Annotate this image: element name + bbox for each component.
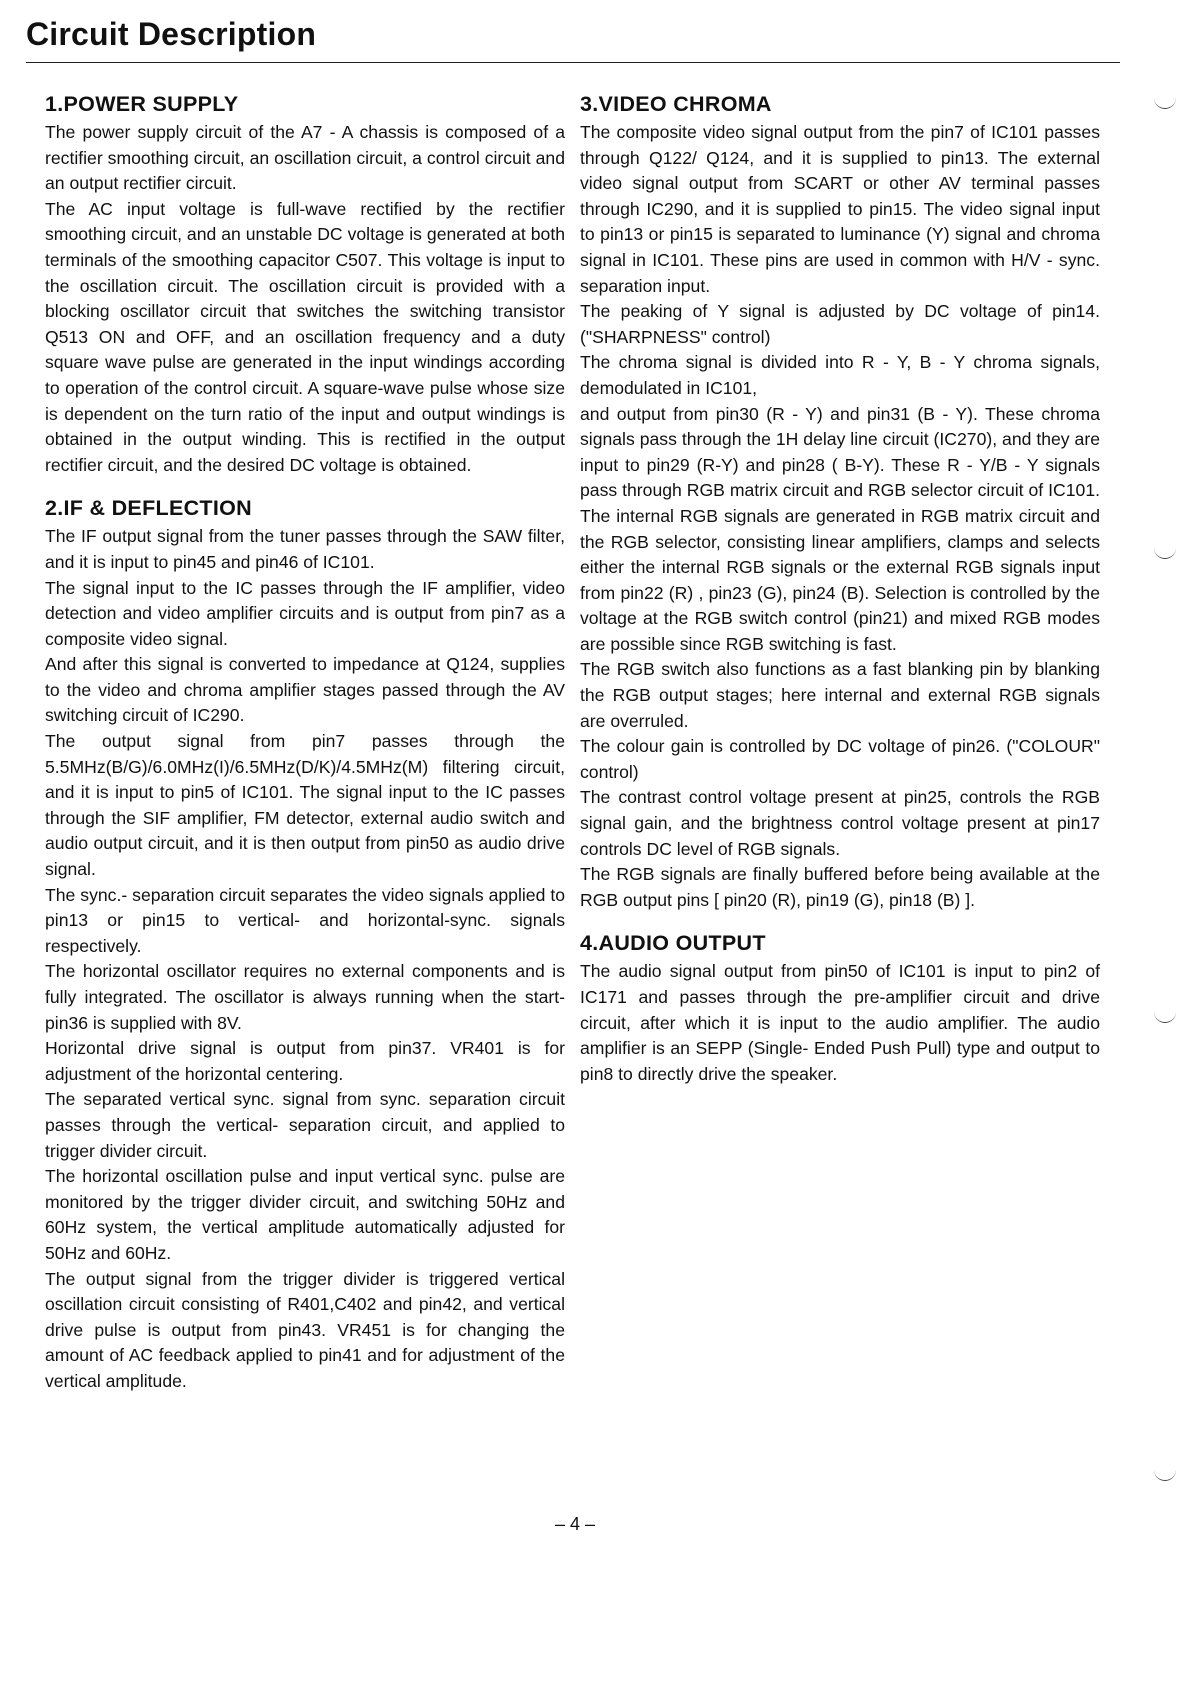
section-audio-output	[580, 929, 1100, 1087]
paragraph: The IF output signal from the tuner passes through the SAW filter, and it is input to pin45 and pin46 of IC101.	[45, 526, 565, 572]
section-heading: 2.IF & DEFLECTION	[45, 496, 252, 521]
section-heading: 4.AUDIO OUTPUT	[580, 931, 766, 956]
paragraph: The contrast control voltage present at pin25, controls the RGB signal gain, and the brightness control voltage present at pin17 controls DC level of RGB signals.	[580, 787, 1100, 859]
paragraph: The colour gain is controlled by DC voltage of pin26. ("COLOUR" control)	[580, 736, 1100, 782]
page-header	[26, 14, 1120, 63]
paragraph: The signal input to the IC passes through the IF amplifier, video detection and video amplifier circuits and is output from pin7 as a composite video signal.	[45, 577, 565, 649]
paragraph: and output from pin30 (R - Y) and pin31 (B - Y). These chroma signals pass through the 1H delay line circuit (IC270), and they are input to pin29 (R-Y) and pin28 ( B-Y). These R - Y/B - Y signals pass through RGB matrix circuit and RGB selector circuit of IC101. The internal RGB signals are generated in RGB matrix circuit and the RGB selector, consisting linear amplifiers, clamps and selects either the internal RGB signals or the external RGB signals input from pin22 (R) , pin23 (G), pin24 (B). Selection is controlled by the voltage at the RGB switch control (pin21) and mixed RGB modes are possible since RGB switching is fast.	[580, 403, 1100, 654]
paragraph: The output signal from the trigger divider is triggered vertical oscillation circuit consisting of R401,C402 and pin42, and vertical drive pulse is output from pin43. VR451 is for changing the amount of AC feedback applied to pin41 and for adjustment of the vertical amplitude.	[45, 1268, 565, 1391]
paragraph: The horizontal oscillator requires no external components and is fully integrated. The oscillator is always running when the start- pin36 is supplied with 8V.	[45, 961, 565, 1033]
paragraph: The AC input voltage is full-wave rectified by the rectifier smoothing circuit, and an unstable DC voltage is generated at both terminals of the smoothing capacitor C507. This voltage is input to the oscillation circuit. The oscillation circuit is provided with a blocking oscillator circuit that switches the switching transistor Q513 ON and OFF, and an oscillation frequency and a duty square wave pulse are generated in the input windings according to operation of the control circuit. A square-wave pulse whose size is dependent on the turn ratio of the input and output windings is obtained in the output winding. This is rectified in the output rectifier circuit, and the desired DC voltage is obtained.	[45, 198, 565, 475]
paragraph: The composite video signal output from the pin7 of IC101 passes through Q122/ Q124, and it is supplied to pin13. The external video signal output from SCART or other AV terminal passes through IC290, and it is supplied to pin15. The video signal input to pin13 or pin15 is separated to luminance (Y) signal and chroma signal in IC101. These pins are used in common with H/V - sync. separation input.	[580, 122, 1100, 296]
page-number: – 4 –	[554, 1514, 596, 1534]
paragraph: The power supply circuit of the A7 - A chassis is composed of a rectifier smoothing circuit, an oscillation circuit, a control circuit and an output rectifier circuit.	[45, 122, 565, 194]
paragraph: The separated vertical sync. signal from sync. separation circuit passes through the vertical- separation circuit, and applied to trigger divider circuit.	[45, 1089, 565, 1161]
section-if-deflection	[45, 494, 565, 1394]
paragraph: The horizontal oscillation pulse and input vertical sync. pulse are monitored by the trigger divider circuit, and switching 50Hz and 60Hz system, the vertical amplitude automatically adjusted for 50Hz and 60Hz.	[45, 1166, 565, 1263]
paragraph: The output signal from pin7 passes through the 5.5MHz(B/G)/6.0MHz(I)/6.5MHz(D/K)/4.5MHz(M) filtering circuit, and it is input to pin5 of IC101. The signal input to the IC passes through the SIF amplifier, FM detector, external audio switch and audio output circuit, and it is then output from pin50 as audio drive signal.	[45, 731, 565, 880]
section-power-supply	[45, 90, 565, 478]
paragraph: The sync.- separation circuit separates the video signals applied to pin13 or pin15 to vertical- and horizontal-sync. signals respectively.	[45, 884, 565, 956]
section-video-chroma	[580, 90, 1100, 913]
scan-artifact-mark	[1154, 1012, 1176, 1023]
paragraph: And after this signal is converted to impedance at Q124, supplies to the video and chroma amplifier stages passed through the AV switching circuit of IC290.	[45, 654, 565, 726]
page-title: Circuit Description	[26, 16, 317, 52]
scan-artifact-mark	[1154, 1470, 1176, 1481]
paragraph: Horizontal drive signal is output from pin37. VR401 is for adjustment of the horizontal centering.	[45, 1038, 565, 1084]
paragraph: The chroma signal is divided into R - Y, B - Y chroma signals, demodulated in IC101,	[580, 352, 1100, 398]
right-column	[580, 84, 1100, 1087]
paragraph: The RGB signals are finally buffered before being available at the RGB output pins [ pin20 (R), pin19 (G), pin18 (B) ].	[580, 864, 1100, 910]
paragraph: The audio signal output from pin50 of IC101 is input to pin2 of IC171 and passes through the pre-amplifier circuit and drive circuit, after which it is input to the audio amplifier. The audio amplifier is an SEPP (Single- Ended Push Pull) type and output to pin8 to directly drive the speaker.	[580, 961, 1100, 1084]
left-column	[45, 84, 565, 1395]
section-heading: 3.VIDEO CHROMA	[580, 92, 772, 116]
paragraph: The RGB switch also functions as a fast blanking pin by blanking the RGB output stages; here internal and external RGB signals are overruled.	[580, 659, 1100, 731]
scan-artifact-mark	[1154, 548, 1176, 559]
section-heading: 1.POWER SUPPLY	[45, 92, 239, 116]
paragraph: The peaking of Y signal is adjusted by DC voltage of pin14.("SHARPNESS" control)	[580, 301, 1100, 347]
scan-artifact-mark	[1154, 98, 1176, 109]
